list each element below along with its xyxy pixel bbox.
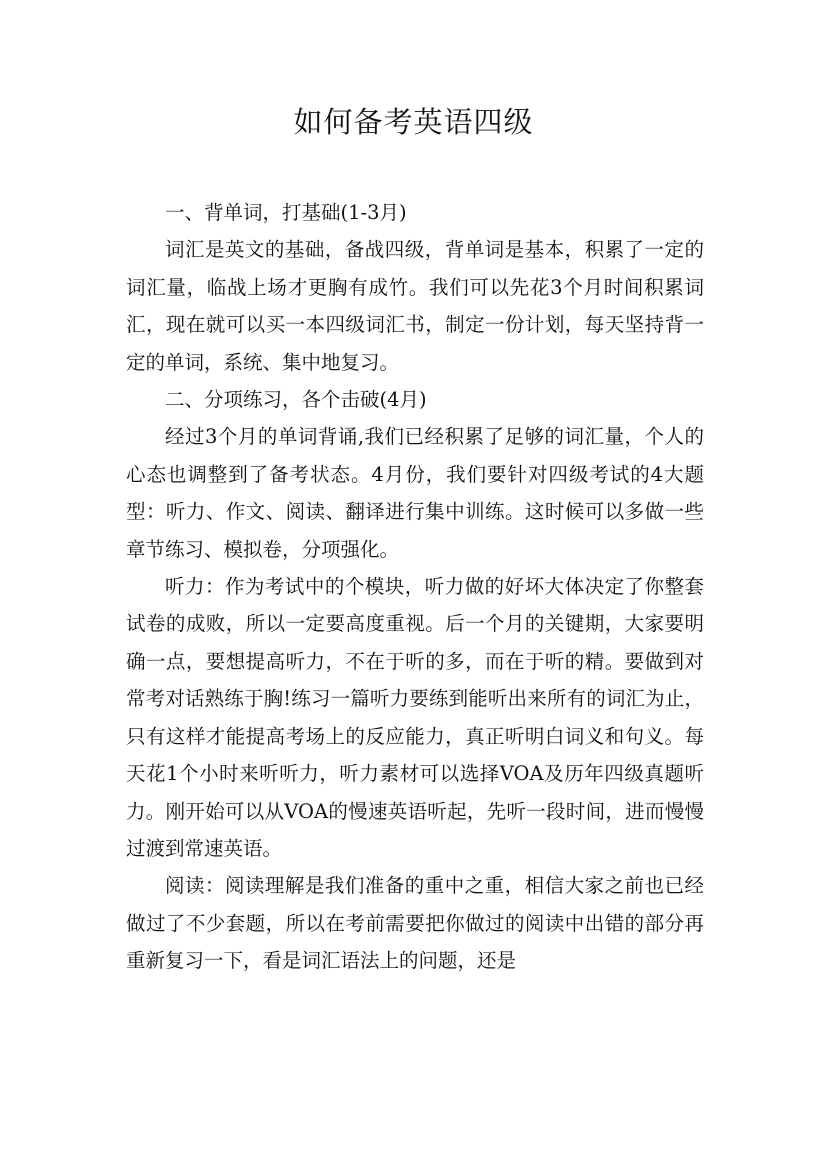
paragraph-reading: 阅读：阅读理解是我们准备的重中之重，相信大家之前也已经做过了不少套题，所以在考前需要把你做过的阅读中出错的部分再重新复习一下，看是词汇语法上的问题，还是 — [126, 874, 704, 973]
paragraph-practice: 经过3个月的单词背诵,我们已经积累了足够的词汇量，个人的心态也调整到了备考状态。4月份，我们要针对四级考试的4大题型：听力、作文、阅读、翻译进行集中训练。这时候可以多做一些章节练习、模拟卷，分项强化。 — [126, 425, 704, 561]
document-title: 如何备考英语四级 — [293, 105, 534, 139]
section-heading-vocabulary: 一、背单词，打基础(1-3月) — [165, 201, 407, 224]
paragraph-listening: 听力：作为考试中的个模块，听力做的好坏大体决定了你整套试卷的成败，所以一定要高度重视。后一个月的关键期，大家要明确一点，要想提高听力，不在于听的多，而在于听的精。要做到对常考对话熟练于胸!练习一篇听力要练到能听出来所有的词汇为止，只有这样才能提高考场上的反应能力，真正听明白词义和句义。每天花1个小时来听听力，听力素材可以选择VOA及历年四级真题听力。刚开始可以从VOA的慢速英语听起，先听一段时间，进而慢慢过渡到常速英语。 — [126, 575, 704, 860]
document-body — [126, 194, 704, 980]
section-heading-practice: 二、分项练习，各个击破(4月) — [165, 388, 427, 412]
paragraph-vocabulary: 词汇是英文的基础，备战四级，背单词是基本，积累了一定的词汇量，临战上场才更胸有成竹。我们可以先花3个月时间积累词汇，现在就可以买一本四级词汇书，制定一份计划，每天坚持背一定的单词，系统、集中地复习。 — [126, 238, 704, 374]
